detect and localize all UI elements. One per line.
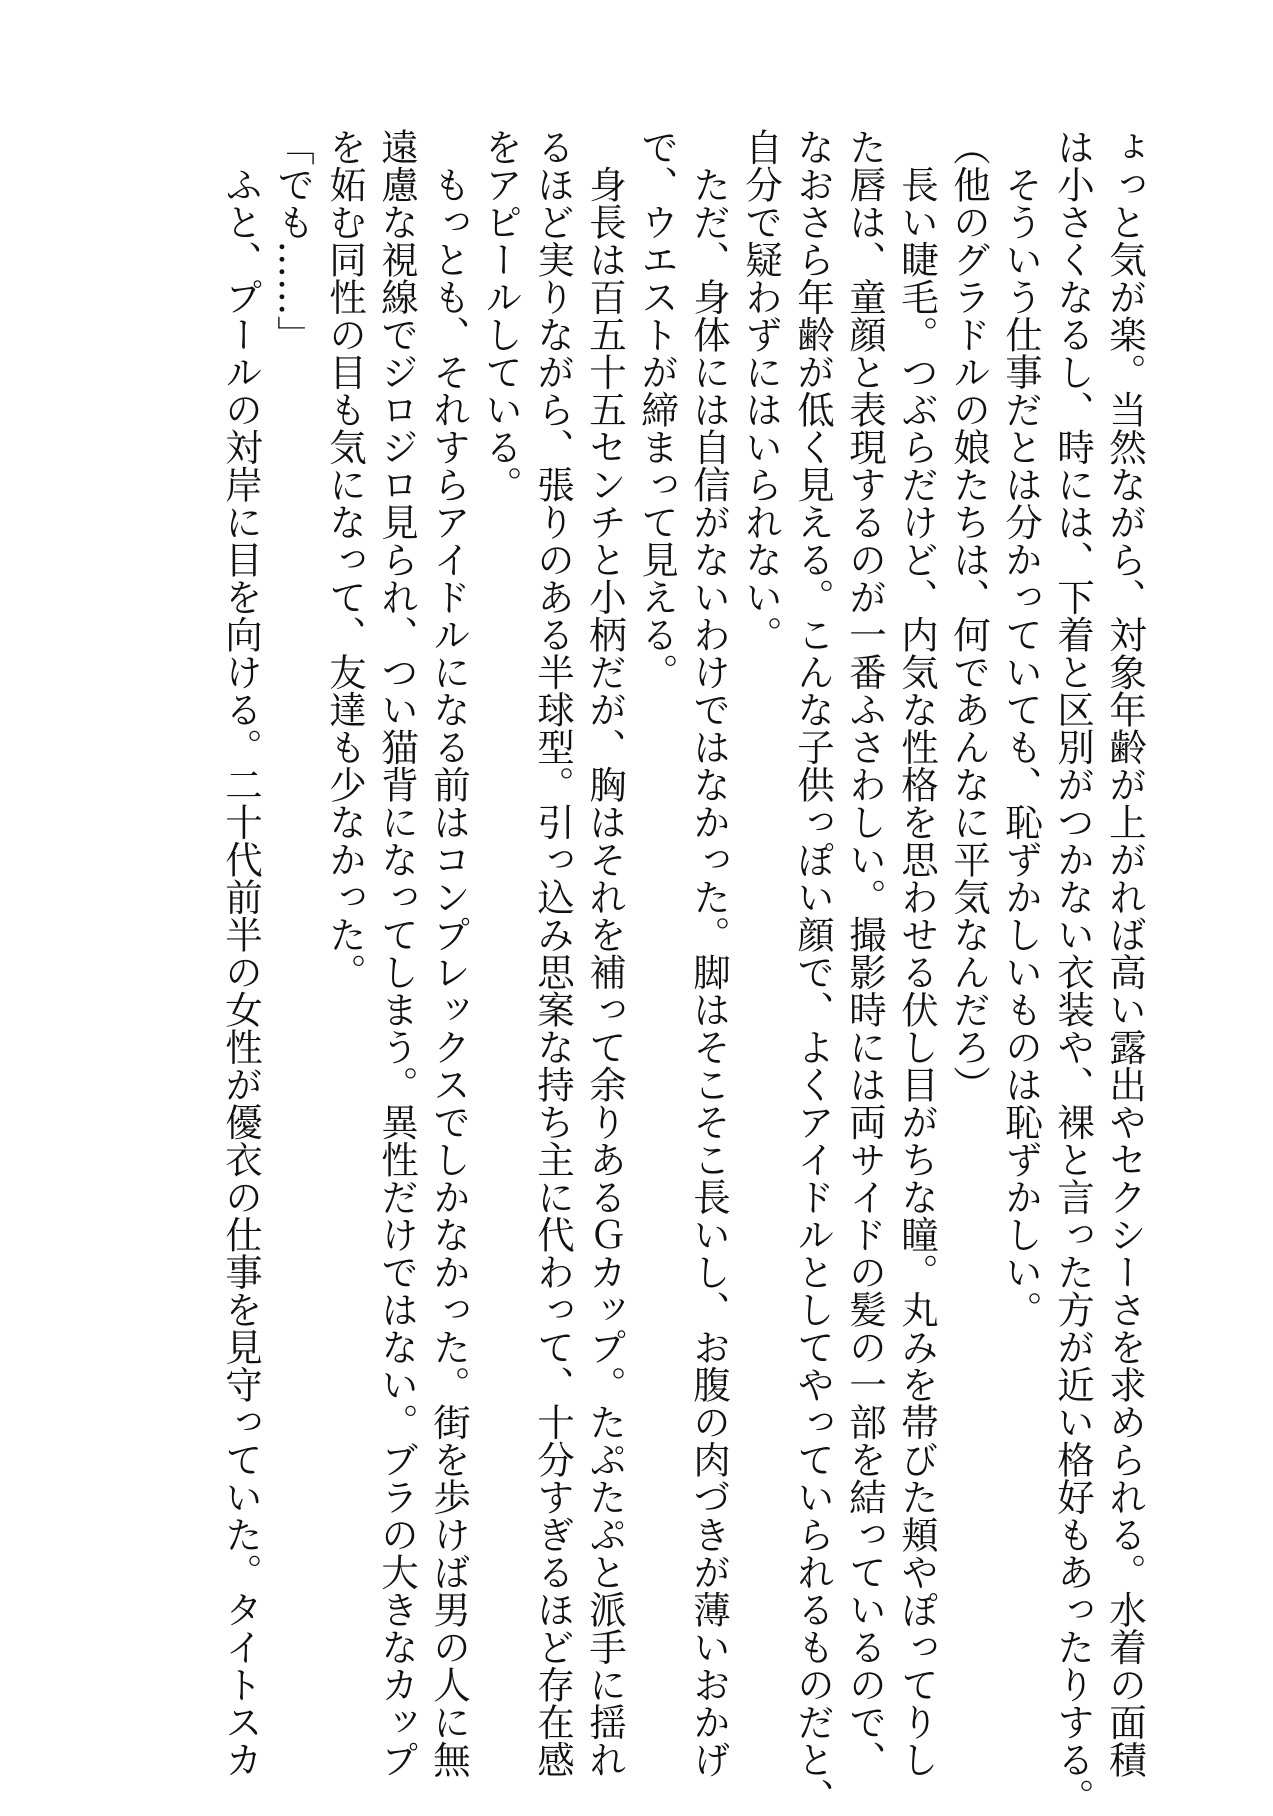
text-line-10: で、ウエストが締まって見える。 <box>635 128 679 691</box>
text-line-14: もっとも、それすらアイドルになる前はコンプレックスでしかなかった。街を歩けば男の人に無 <box>427 128 471 1778</box>
text-line-5: 長い睫毛。つぶらだけど、内気な性格を思わせる伏し目がちな瞳。丸みを帯びた頬やぽってりし <box>895 128 939 1778</box>
text-line-6: た唇は、童顔と表現するのが一番ふさわしい。撮影時には両サイドの髪の一部を結っているので、 <box>843 128 887 1778</box>
text-line-17: 「でも……」 <box>271 128 315 353</box>
text-line-3: そういう仕事だとは分かっていても、恥ずかしいものは恥ずかしい。 <box>999 128 1043 1328</box>
text-line-15: 遠慮な視線でジロジロ見られ、つい猫背になってしまう。異性だけではない。ブラの大きなカップ <box>375 128 419 1778</box>
text-line-16: を妬む同性の目も気になって、友達も少なかった。 <box>323 128 367 991</box>
text-line-18: ふと、プールの対岸に目を向ける。二十代前半の女性が優衣の仕事を見守っていた。タイトスカ <box>219 128 263 1778</box>
text-line-7: なおさら年齢が低く見える。こんな子供っぽい顔で、よくアイドルとしてやっていられるものだと、 <box>791 128 835 1816</box>
text-line-2: は小さくなるし、時には、下着と区別がつかない衣装や、裸と言った方が近い格好もあったりする。 <box>1051 128 1095 1816</box>
text-line-4: （他のグラドルの娘たちは、何であんなに平気なんだろ） <box>947 128 991 1103</box>
text-line-1: ょっと気が楽。当然ながら、対象年齢が上がれば高い露出やセクシーさを求められる。水着の面積 <box>1103 128 1147 1778</box>
text-line-12: るほど実りながら、張りのある半球型。引っ込み思案な持ち主に代わって、十分すぎるほど存在感 <box>531 128 575 1778</box>
text-line-8: 自分で疑わずにはいられない。 <box>739 128 783 653</box>
text-line-11: 身長は百五十五センチと小柄だが、胸はそれを補って余りあるＧカップ。たぷたぷと派手に揺れ <box>583 128 627 1778</box>
text-line-13: をアピールしている。 <box>479 128 523 503</box>
vertical-text-body <box>215 128 1151 1816</box>
text-line-9: ただ、身体には自信がないわけではなかった。脚はそこそこ長いし、お腹の肉づきが薄いおかげ <box>687 128 731 1778</box>
